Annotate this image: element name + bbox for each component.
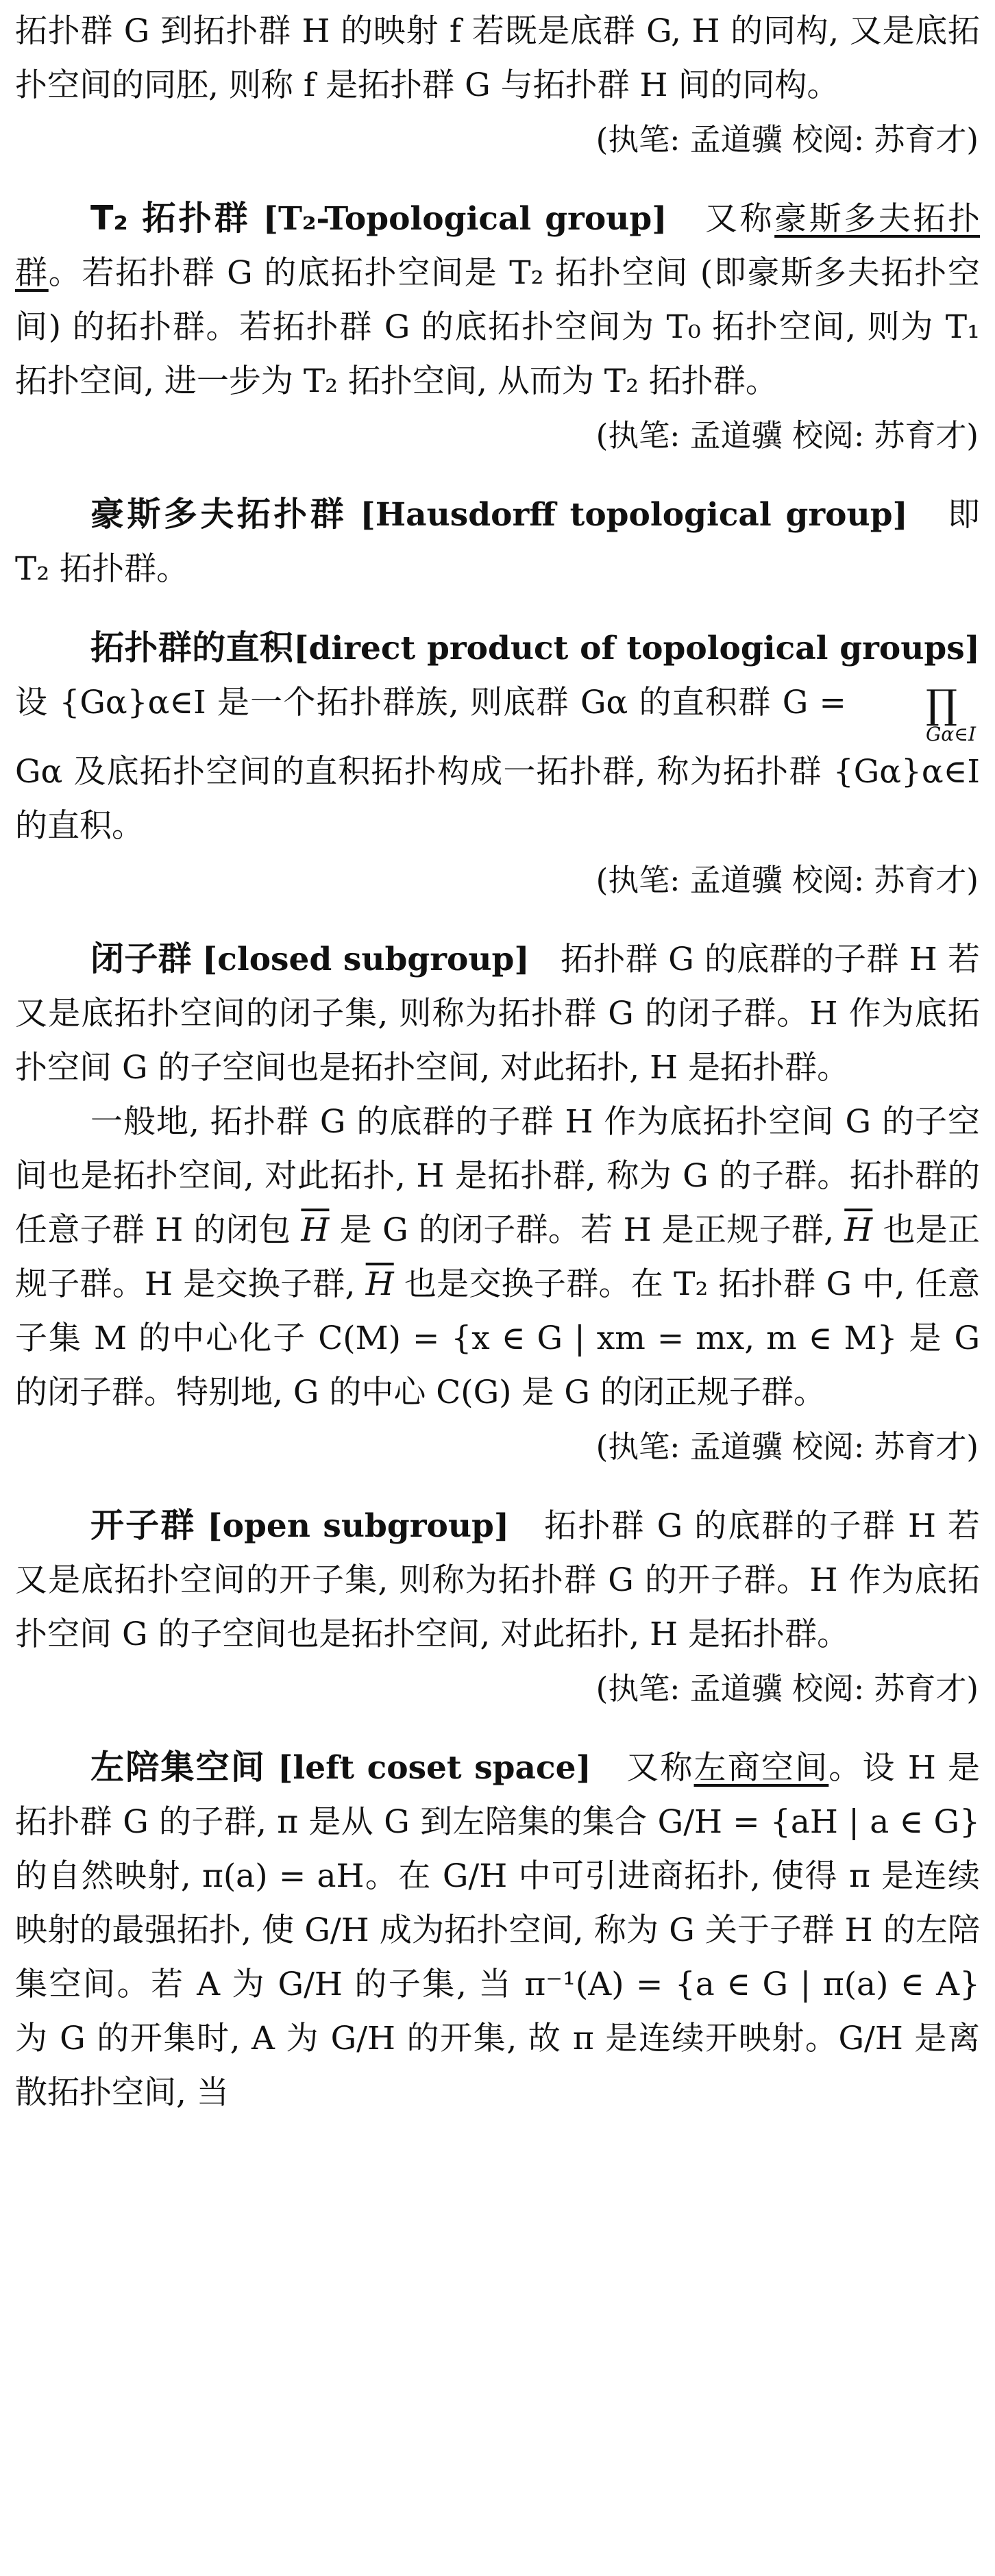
para2-part-c: 也是正规子群。H 是交换子群,: [15, 1211, 980, 1303]
entry-body: 拓扑群 G 的底群的子群 H 若又是底拓扑空间的开子集, 则称为拓扑群 G 的开子群。H 作为底拓扑空间 G 的子空间也是拓扑空间, 对此拓扑, H 是拓扑群。: [15, 1507, 980, 1653]
intro-paragraph: 拓扑群 G 到拓扑群 H 的映射 f 若既是底群 G, H 的同构, 又是底拓扑空间的同胚, 则称 f 是拓扑群 G 与拓扑群 H 间的同构。: [15, 12, 980, 104]
product-symbol: [850, 681, 976, 745]
entry-body: 拓扑群 G 的底群的子群 H 若又是底拓扑空间的闭子集, 则称为拓扑群 G 的闭子群。H 作为底拓扑空间 G 的子空间也是拓扑空间, 对此拓扑, H 是拓扑群。: [15, 941, 980, 1087]
entry-hausdorff-topological-group: [15, 487, 980, 596]
para2-part-a: 一般地, 拓扑群 G 的底群的子群 H 作为底拓扑空间 G 的子空间也是拓扑空间, 对此拓扑, H 是拓扑群, 称为 G 的子群。拓扑群的任意子群 H 的闭包: [15, 1103, 980, 1249]
entry-term: 闭子群: [90, 939, 192, 978]
para2-part-b: 是 G 的闭子群。若 H 是正规子群,: [339, 1211, 835, 1249]
alias-link[interactable]: 豪斯多夫拓扑群: [15, 200, 981, 292]
entry-closed-subgroup: [15, 932, 980, 1095]
entry-term: 豪斯多夫拓扑群: [90, 495, 347, 534]
product-sign: ∏: [925, 681, 958, 728]
entry-term: 拓扑群的直积: [90, 628, 294, 667]
entry-term: T₂ 拓扑群: [90, 199, 251, 238]
entry-body: 即 T₂ 拓扑群。: [15, 496, 980, 588]
alias-link[interactable]: 左商空间: [693, 1749, 829, 1787]
entry-body-part2: Gα 及底拓扑空间的直积拓扑构成一拓扑群, 称为拓扑群 {Gα}α∈I 的直积。: [15, 753, 980, 845]
entry-direct-product: [15, 621, 980, 853]
signature: (执笔: 孟道骥 校阅: 苏育才): [595, 1428, 979, 1465]
closure-symbol: $\overline{H}$: [301, 1211, 330, 1249]
entry-open-subgroup: [15, 1498, 980, 1661]
para2-part-d: 也是交换子群。在 T₂ 拓扑群 G 中, 任意子集 M 的中心化子 C(M) = {x ∈ G | xm = mx, m ∈ M} 是 G 的闭子群。特别地, G 的中心 C(G) 是 G 的闭正规子群。: [15, 1265, 980, 1411]
spacer: [15, 596, 980, 621]
entry-english: [T₂-Topological group]: [262, 200, 667, 238]
closure-symbol: $\overline{H}$: [365, 1265, 394, 1303]
closed-subgroup-paragraph-2: [15, 1095, 980, 1420]
signature: (执笔: 孟道骥 校阅: 苏育才): [595, 1670, 979, 1707]
closure-symbol: $\overline{H}$: [844, 1211, 873, 1249]
entry-english: [Hausdorff topological group]: [360, 496, 908, 534]
signature: (执笔: 孟道骥 校阅: 苏育才): [595, 417, 979, 454]
entry-body-part1: 设 {Gα}α∈I 是一个拓扑群族, 则底群 Gα 的直积群 G =: [15, 684, 846, 721]
alias-prefix: 又称: [705, 200, 775, 238]
entry-t2-topological-group: [15, 191, 980, 408]
product-subscript: Gα∈I: [925, 723, 976, 745]
entry-body: 。若拓扑群 G 的底拓扑空间是 T₂ 拓扑空间 (即豪斯多夫拓扑空间) 的拓扑群。若拓扑群 G 的底拓扑空间为 T₀ 拓扑空间, 则为 T₁ 拓扑空间, 进一步为 T₂ 拓扑空间, 从而为 T₂ 拓扑群。: [15, 254, 980, 400]
entry-body: 。设 H 是拓扑群 G 的子群, π 是从 G 到左陪集的集合 G/H = {aH | a ∈ G} 的自然映射, π(a) = aH。在 G/H 中可引进商拓扑, 使得 π 是连续映射的最强拓扑, 使 G/H 成为拓扑空间, 称为 G 关于子群 H 的左陪集空间。若 A 为 G/H 的子集, 当 π⁻¹(A) = {a ∈ G | π(a) ∈ A} 为 G 的开集时, A 为 G/H 的开集, 故 π 是连续开映射。G/H 是离散拓扑空间, 当: [15, 1749, 980, 2111]
alias-prefix: 又称: [626, 1749, 694, 1787]
entry-english: [open subgroup]: [207, 1507, 510, 1545]
signature: (执笔: 孟道骥 校阅: 苏育才): [595, 121, 979, 158]
entry-english: [direct product of topological groups]: [293, 630, 980, 667]
entry-english: [closed subgroup]: [202, 941, 530, 978]
entry-term: 开子群: [90, 1506, 196, 1545]
signature: (执笔: 孟道骥 校阅: 苏育才): [595, 862, 979, 898]
entry-english: [left coset space]: [278, 1749, 591, 1787]
entry-left-coset-space: [15, 1740, 980, 2120]
entry-term: 左陪集空间: [90, 1748, 266, 1787]
